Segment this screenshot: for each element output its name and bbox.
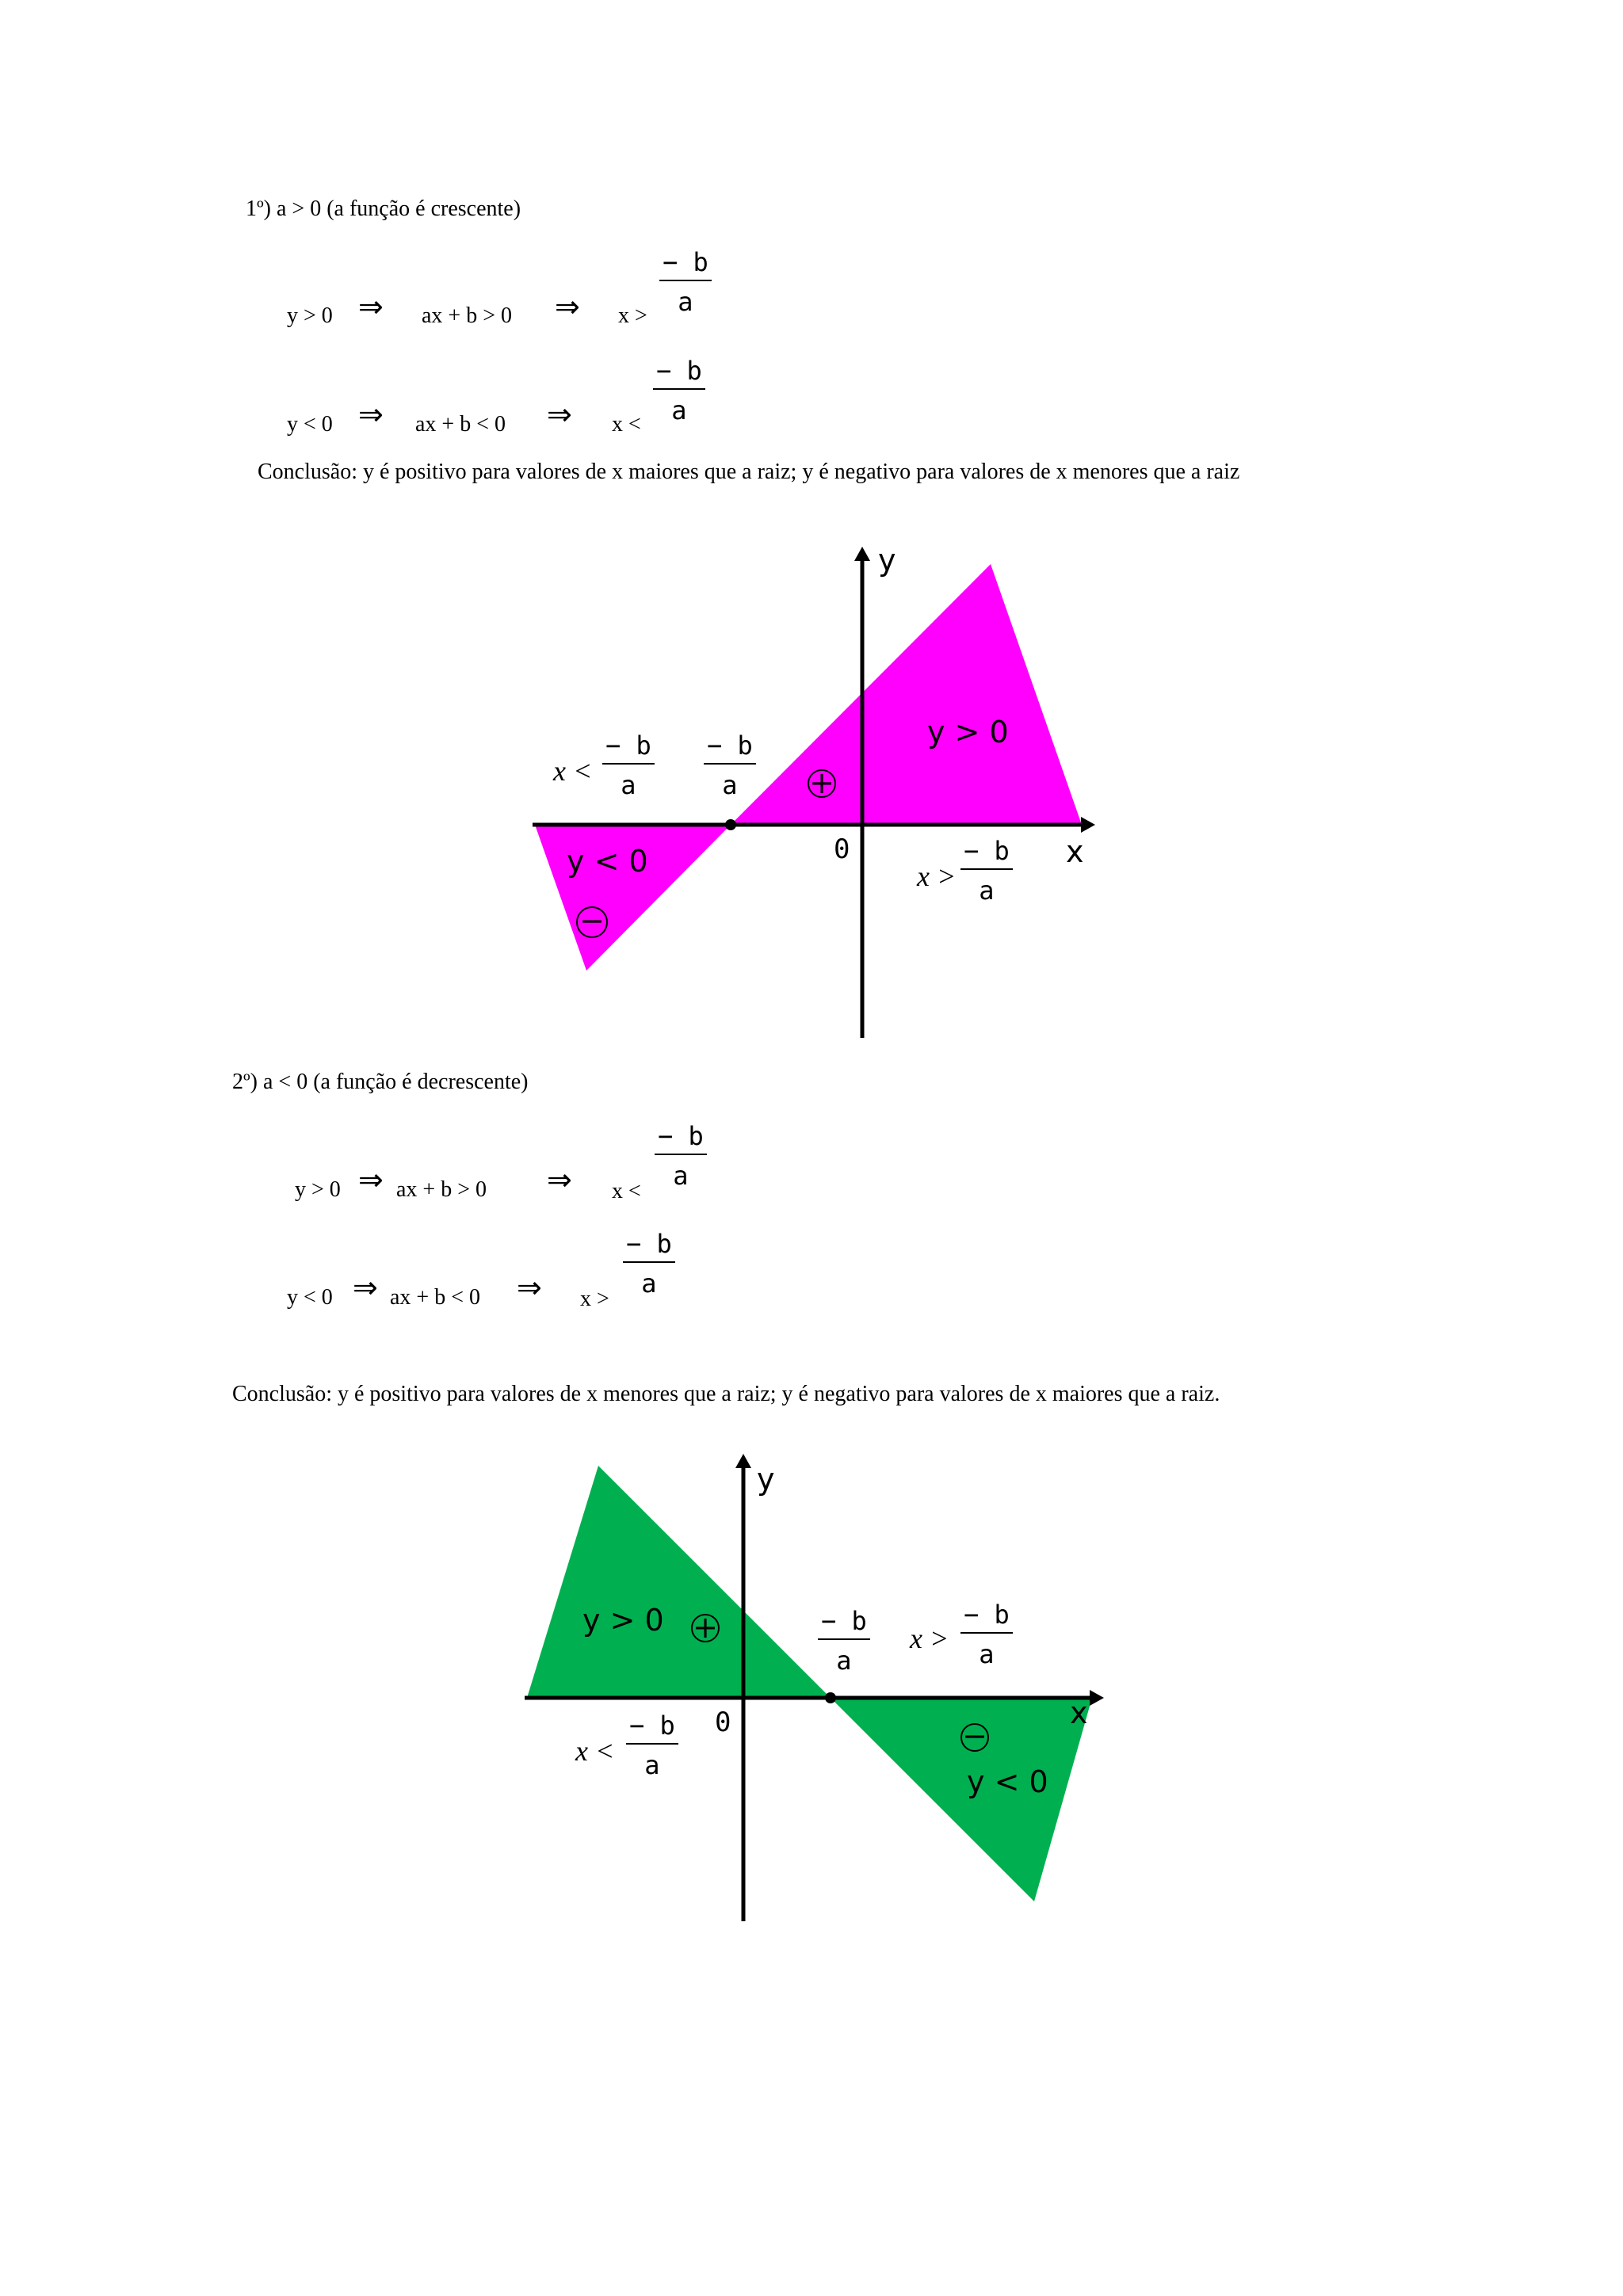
fraction-denominator: a — [678, 287, 693, 317]
fraction-numerator: − b — [659, 250, 712, 281]
fraction-numerator: − b — [818, 1608, 870, 1640]
row-mid: ax + b < 0 — [390, 1285, 481, 1310]
case1-heading: 1º) a > 0 (a função é crescente) — [246, 196, 521, 221]
left-condition-fraction — [626, 1713, 678, 1778]
positive-region-label: y > 0 — [927, 715, 1009, 749]
row-rhs: x > — [618, 303, 647, 328]
fraction-denominator: a — [836, 1646, 852, 1676]
fraction-numerator: − b — [623, 1231, 675, 1263]
implies-icon: ⇒ — [547, 1162, 572, 1197]
implies-icon: ⇒ — [358, 289, 384, 324]
fraction-denominator: a — [671, 395, 687, 425]
row-lhs: y < 0 — [287, 1285, 333, 1310]
x-axis-label: x — [1070, 1695, 1088, 1730]
row-lhs: y < 0 — [287, 412, 333, 437]
negative-region — [831, 1698, 1092, 1901]
fraction-numerator: − b — [653, 358, 705, 390]
minus-sign: − — [579, 903, 605, 938]
fraction-denominator: a — [644, 1750, 660, 1780]
fraction-numerator: − b — [960, 838, 1013, 870]
row-mid: ax + b > 0 — [396, 1177, 487, 1202]
implies-icon: ⇒ — [358, 397, 384, 432]
implies-icon: ⇒ — [517, 1270, 542, 1305]
plus-sign: + — [693, 1610, 718, 1645]
fraction-denominator: a — [673, 1161, 689, 1191]
left-condition-prefix: x < — [553, 755, 593, 787]
minus-sign: − — [962, 1718, 987, 1753]
fraction-numerator: − b — [602, 733, 655, 765]
fraction-denominator: a — [979, 1639, 995, 1669]
row-mid: ax + b < 0 — [415, 412, 506, 437]
implies-icon: ⇒ — [358, 1162, 384, 1197]
right-condition-prefix: x > — [917, 860, 957, 892]
implies-icon: ⇒ — [547, 397, 572, 432]
x-axis-arrow-icon — [1090, 1690, 1104, 1706]
fraction-numerator: − b — [704, 733, 756, 765]
row-rhs: x < — [612, 1179, 641, 1203]
right-condition-fraction — [960, 1602, 1013, 1667]
y-axis-label: y — [878, 543, 896, 578]
x-axis-label: x — [1066, 834, 1084, 869]
origin-label: 0 — [715, 1707, 731, 1738]
case1-conclusion: Conclusão: y é positivo para valores de x maiores que a raiz; y é negativo para valores de x menores que a raiz — [258, 460, 1240, 484]
row-rhs: x > — [580, 1287, 609, 1311]
implies-icon: ⇒ — [555, 289, 580, 324]
y-axis-arrow-icon — [735, 1454, 751, 1468]
root-fraction — [818, 1606, 870, 1676]
negative-region-label: y < 0 — [967, 1764, 1048, 1799]
fraction-denominator: a — [621, 770, 636, 800]
positive-region-label: y > 0 — [582, 1603, 664, 1638]
positive-region — [527, 1466, 831, 1698]
left-condition-prefix: x < — [575, 1735, 615, 1767]
fraction-denominator: a — [979, 875, 995, 906]
case2-heading: 2º) a < 0 (a função é decrescente) — [232, 1070, 529, 1094]
implies-icon: ⇒ — [353, 1270, 378, 1305]
row-lhs: y > 0 — [295, 1177, 341, 1202]
row-lhs: y > 0 — [287, 303, 333, 328]
row-mid: ax + b > 0 — [422, 303, 513, 328]
y-axis-label: y — [757, 1462, 775, 1497]
plus-sign: + — [809, 765, 834, 800]
fraction-numerator: − b — [626, 1713, 678, 1745]
fraction-numerator: − b — [960, 1602, 1013, 1634]
fraction-denominator: a — [722, 770, 738, 800]
negative-region-label: y < 0 — [567, 844, 648, 879]
fraction-numerator: − b — [655, 1123, 707, 1155]
fraction-denominator: a — [641, 1268, 657, 1299]
origin-label: 0 — [834, 833, 850, 865]
case2-conclusion: Conclusão: y é positivo para valores de x menores que a raiz; y é negativo para valores de x maiores que a raiz. — [232, 1382, 1220, 1406]
row-rhs: x < — [612, 412, 641, 437]
root-point — [825, 1692, 836, 1703]
right-condition-prefix: x > — [910, 1623, 949, 1654]
